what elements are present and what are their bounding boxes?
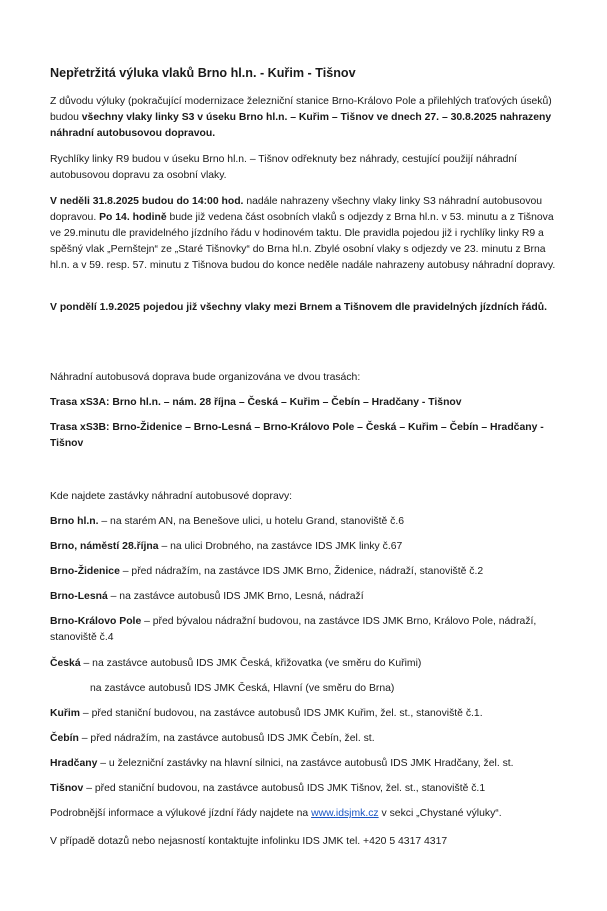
- contact-paragraph: V případě dotazů nebo nejasností kontaktujte infolinku IDS JMK tel. +420 5 4317 4317: [50, 836, 448, 847]
- stop-name: Tišnov: [50, 783, 84, 794]
- stop-text: – před staniční budovou, na zastávce autobusů IDS JMK Tišnov, žel. st., stanoviště č.1: [83, 783, 486, 794]
- stop-text: na zastávce autobusů IDS JMK Česká, Hlavní (ve směru do Brna): [90, 683, 395, 694]
- stop-name: Kuřim: [50, 708, 81, 719]
- stop-text: – na starém AN, na Benešove ulici, u hotelu Grand, stanoviště č.6: [98, 516, 405, 527]
- stop-item: [50, 539, 562, 555]
- stop-item: [50, 706, 562, 722]
- sunday-paragraph: [50, 194, 562, 274]
- stop-name: Hradčany: [50, 758, 98, 769]
- stop-name: Česká: [50, 658, 81, 669]
- stop-text: – před staniční budovou, na zastávce autobusů IDS JMK Kuřim, žel. st., stanoviště č.1.: [80, 708, 483, 719]
- stop-name: Brno-Židenice: [50, 566, 120, 577]
- stop-text: – před nádražím, na zastávce IDS JMK Brno, Židenice, nádraží, stanoviště č.2: [119, 566, 484, 577]
- stop-item: [90, 681, 560, 697]
- intro-paragraph: [50, 94, 562, 142]
- stop-name: Brno hl.n.: [50, 516, 99, 527]
- stop-text: – u železniční zastávky na hlavní silnici, na zastávce autobusů IDS JMK Hradčany, žel. st.: [97, 758, 514, 769]
- monday-paragraph: V pondělí 1.9.2025 pojedou již všechny vlaky mezi Brnem a Tišnovem dle pravidelných jízdních řádů.: [50, 302, 547, 313]
- routes-intro: Náhradní autobusová doprava bude organizována ve dvou trasách:: [50, 372, 361, 383]
- sunday-bold-2: Po 14. hodině: [99, 212, 167, 223]
- stop-item: [50, 781, 562, 797]
- stop-name: Brno-Lesná: [50, 591, 108, 602]
- stop-item: [50, 656, 562, 672]
- stop-item: [50, 756, 562, 772]
- intro-bold-text: všechny vlaky linky S3 v úseku Brno hl.n. – Kuřim – Tišnov ve dnech 27. – 30.8.2025 nahrazeny náhradní autobusovou dopravou.: [50, 112, 552, 139]
- stop-item: [50, 614, 562, 646]
- stop-text: – na zastávce autobusů IDS JMK Brno, Lesná, nádraží: [107, 591, 364, 602]
- sunday-text-2: bude již vedena část osobních vlaků s odjezdy z Brna hl.n. v 53. minutu a z Tišnova ve 29.minutu dle pravidelného jízdního řádu v hodinovém taktu. Dle pravidla pojedou již i rychlíky linky R9 a spěšný vlak „Pernštejn“ ze „Staré Tišnovky“ do Brna hl.n. Zbylé osobní vlaky s odjezdy ve 23. minutu z Brna hl.n. a v 59. resp. 57. minutu z Tišnova budou do konce neděle nadále nahrazeny autobusy náhradní dopravy.: [50, 212, 556, 271]
- stop-name: Čebín: [50, 733, 79, 744]
- more-info-text-2: v sekci „Chystané výluky“.: [378, 808, 502, 819]
- stop-name: Brno, náměstí 28.října: [50, 541, 159, 552]
- stop-item: [50, 731, 562, 747]
- stop-item: [50, 564, 562, 580]
- more-info-text: Podrobnější informace a výlukové jízdní řády najdete na: [50, 808, 312, 819]
- stop-text: – na ulici Drobného, na zastávce IDS JMK linky č.67: [158, 541, 403, 552]
- page-title: Nepřetržitá výluka vlaků Brno hl.n. - Kuřim - Tišnov: [50, 66, 356, 80]
- stop-name: Brno-Královo Pole: [50, 616, 142, 627]
- stop-item: [50, 589, 562, 605]
- route-b: Trasa xS3B: Brno-Židenice – Brno-Lesná – Brno-Královo Pole – Česká – Kuřim – Čebín – Hradčany - Tišnov: [50, 422, 544, 449]
- stops-intro: Kde najdete zastávky náhradní autobusové dopravy:: [50, 491, 293, 502]
- route-a: Trasa xS3A: Brno hl.n. – nám. 28 října – Česká – Kuřim – Čebín – Hradčany - Tišnov: [50, 397, 462, 408]
- sunday-text-1: nadále nahrazeny všechny vlaky linky S3 náhradní autobusovou dopravou.: [50, 196, 543, 223]
- stop-text: – před bývalou nádražní budovou, na zastávce IDS JMK Brno, Královo Pole, nádraží, stanoviště č.4: [50, 616, 537, 643]
- intro-text: Z důvodu výluky (pokračující modernizace železniční stanice Brno-Královo Pole a přilehlých traťových úseků) budou: [50, 96, 552, 123]
- stop-item: [50, 514, 562, 530]
- stop-text: – na zastávce autobusů IDS JMK Česká, křižovatka (ve směru do Kuřimi): [80, 658, 422, 669]
- more-info-paragraph: [50, 806, 562, 822]
- idsjmk-link[interactable]: www.idsjmk.cz: [311, 808, 379, 819]
- stop-text: – před nádražím, na zastávce autobusů IDS JMK Čebín, žel. st.: [78, 733, 375, 744]
- sunday-bold-1: V neděli 31.8.2025 budou do 14:00 hod.: [50, 196, 244, 207]
- r9-paragraph: Rychlíky linky R9 budou v úseku Brno hl.n. – Tišnov odřeknuty bez náhrady, cestující použijí náhradní autobusovou dopravu za osobní vlaky.: [50, 154, 518, 181]
